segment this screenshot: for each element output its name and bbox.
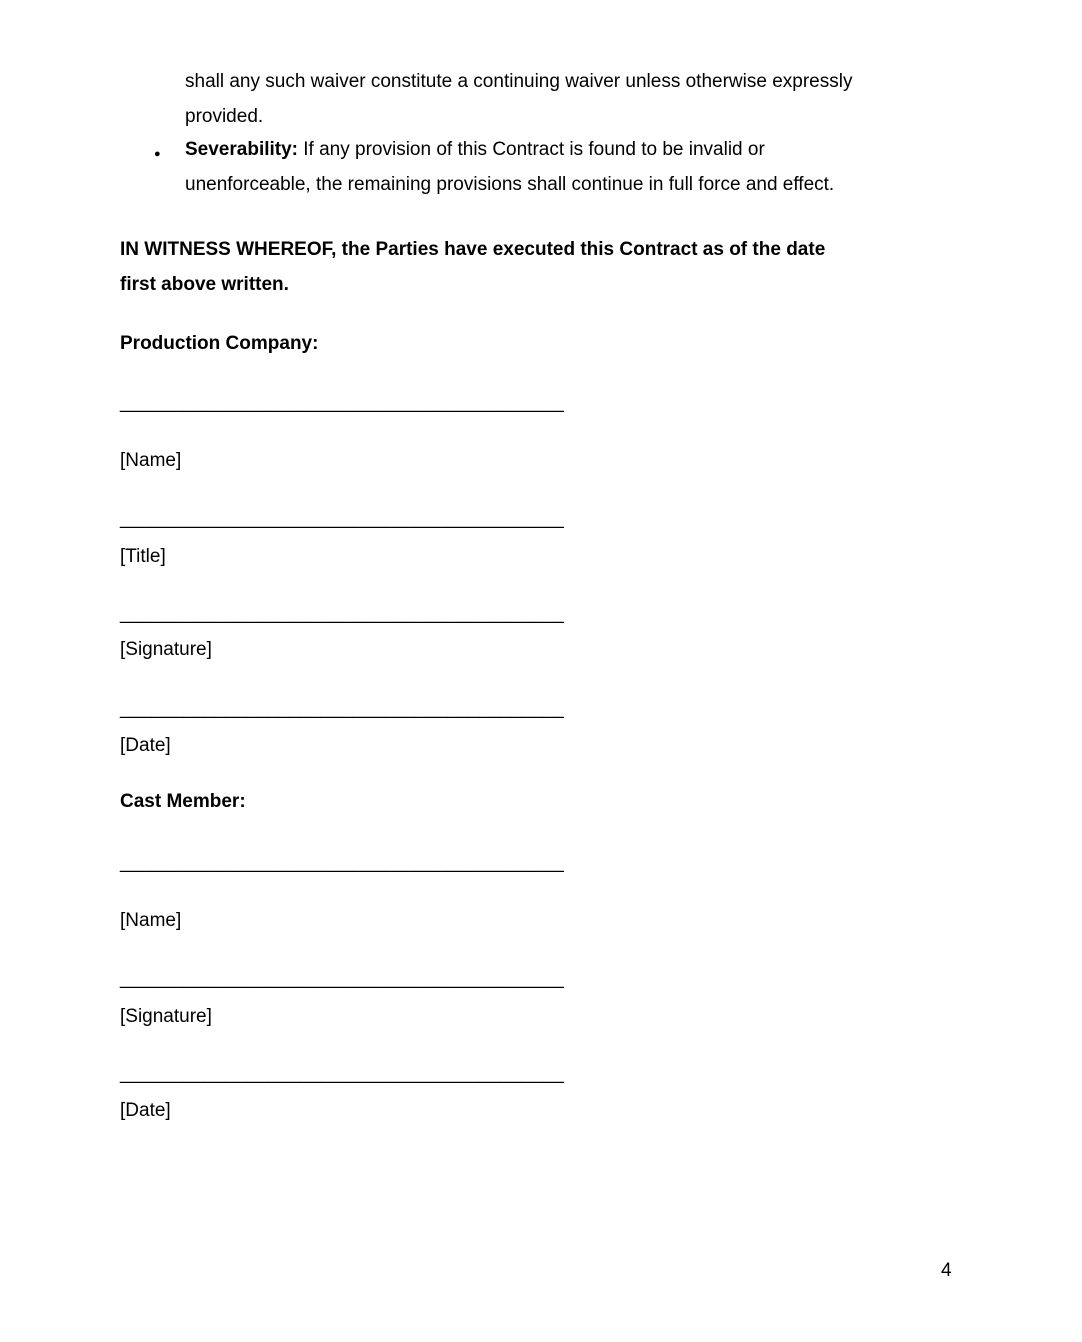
signature-line-production-signature: __________________________________________ [120,603,564,624]
signature-line-cast-name: __________________________________________ [120,852,564,873]
continuation-paragraph-line-1: shall any such waiver constitute a continuing waiver unless otherwise expressly [185,71,853,92]
production-title-label: [Title] [120,546,166,567]
bullet-icon: ● [154,148,161,160]
signature-line-production-date: __________________________________________ [120,698,564,719]
severability-bullet-line-1 [185,139,765,161]
witness-clause-line-2: first above written. [120,274,289,295]
cast-signature-label: [Signature] [120,1006,212,1027]
production-name-label: [Name] [120,450,182,471]
production-company-heading: Production Company: [120,333,319,354]
cast-member-heading: Cast Member: [120,791,246,812]
cast-name-label: [Name] [120,910,182,931]
signature-line-cast-date: __________________________________________ [120,1063,564,1084]
severability-bold-label: Severability: [185,139,298,160]
production-date-label: [Date] [120,735,171,756]
severability-bullet-line-2: unenforceable, the remaining provisions shall continue in full force and effect. [185,174,835,195]
witness-clause-line-1: IN WITNESS WHEREOF, the Parties have executed this Contract as of the date [120,239,826,260]
signature-line-cast-signature: __________________________________________ [120,968,564,989]
cast-date-label: [Date] [120,1100,171,1121]
production-signature-label: [Signature] [120,639,212,660]
severability-line-1-text: If any provision of this Contract is found to be invalid or [298,139,765,160]
continuation-paragraph-line-2: provided. [185,106,264,127]
page-number: 4 [941,1260,952,1281]
signature-line-production-title: __________________________________________ [120,508,564,529]
signature-line-production-name: __________________________________________ [120,392,564,413]
